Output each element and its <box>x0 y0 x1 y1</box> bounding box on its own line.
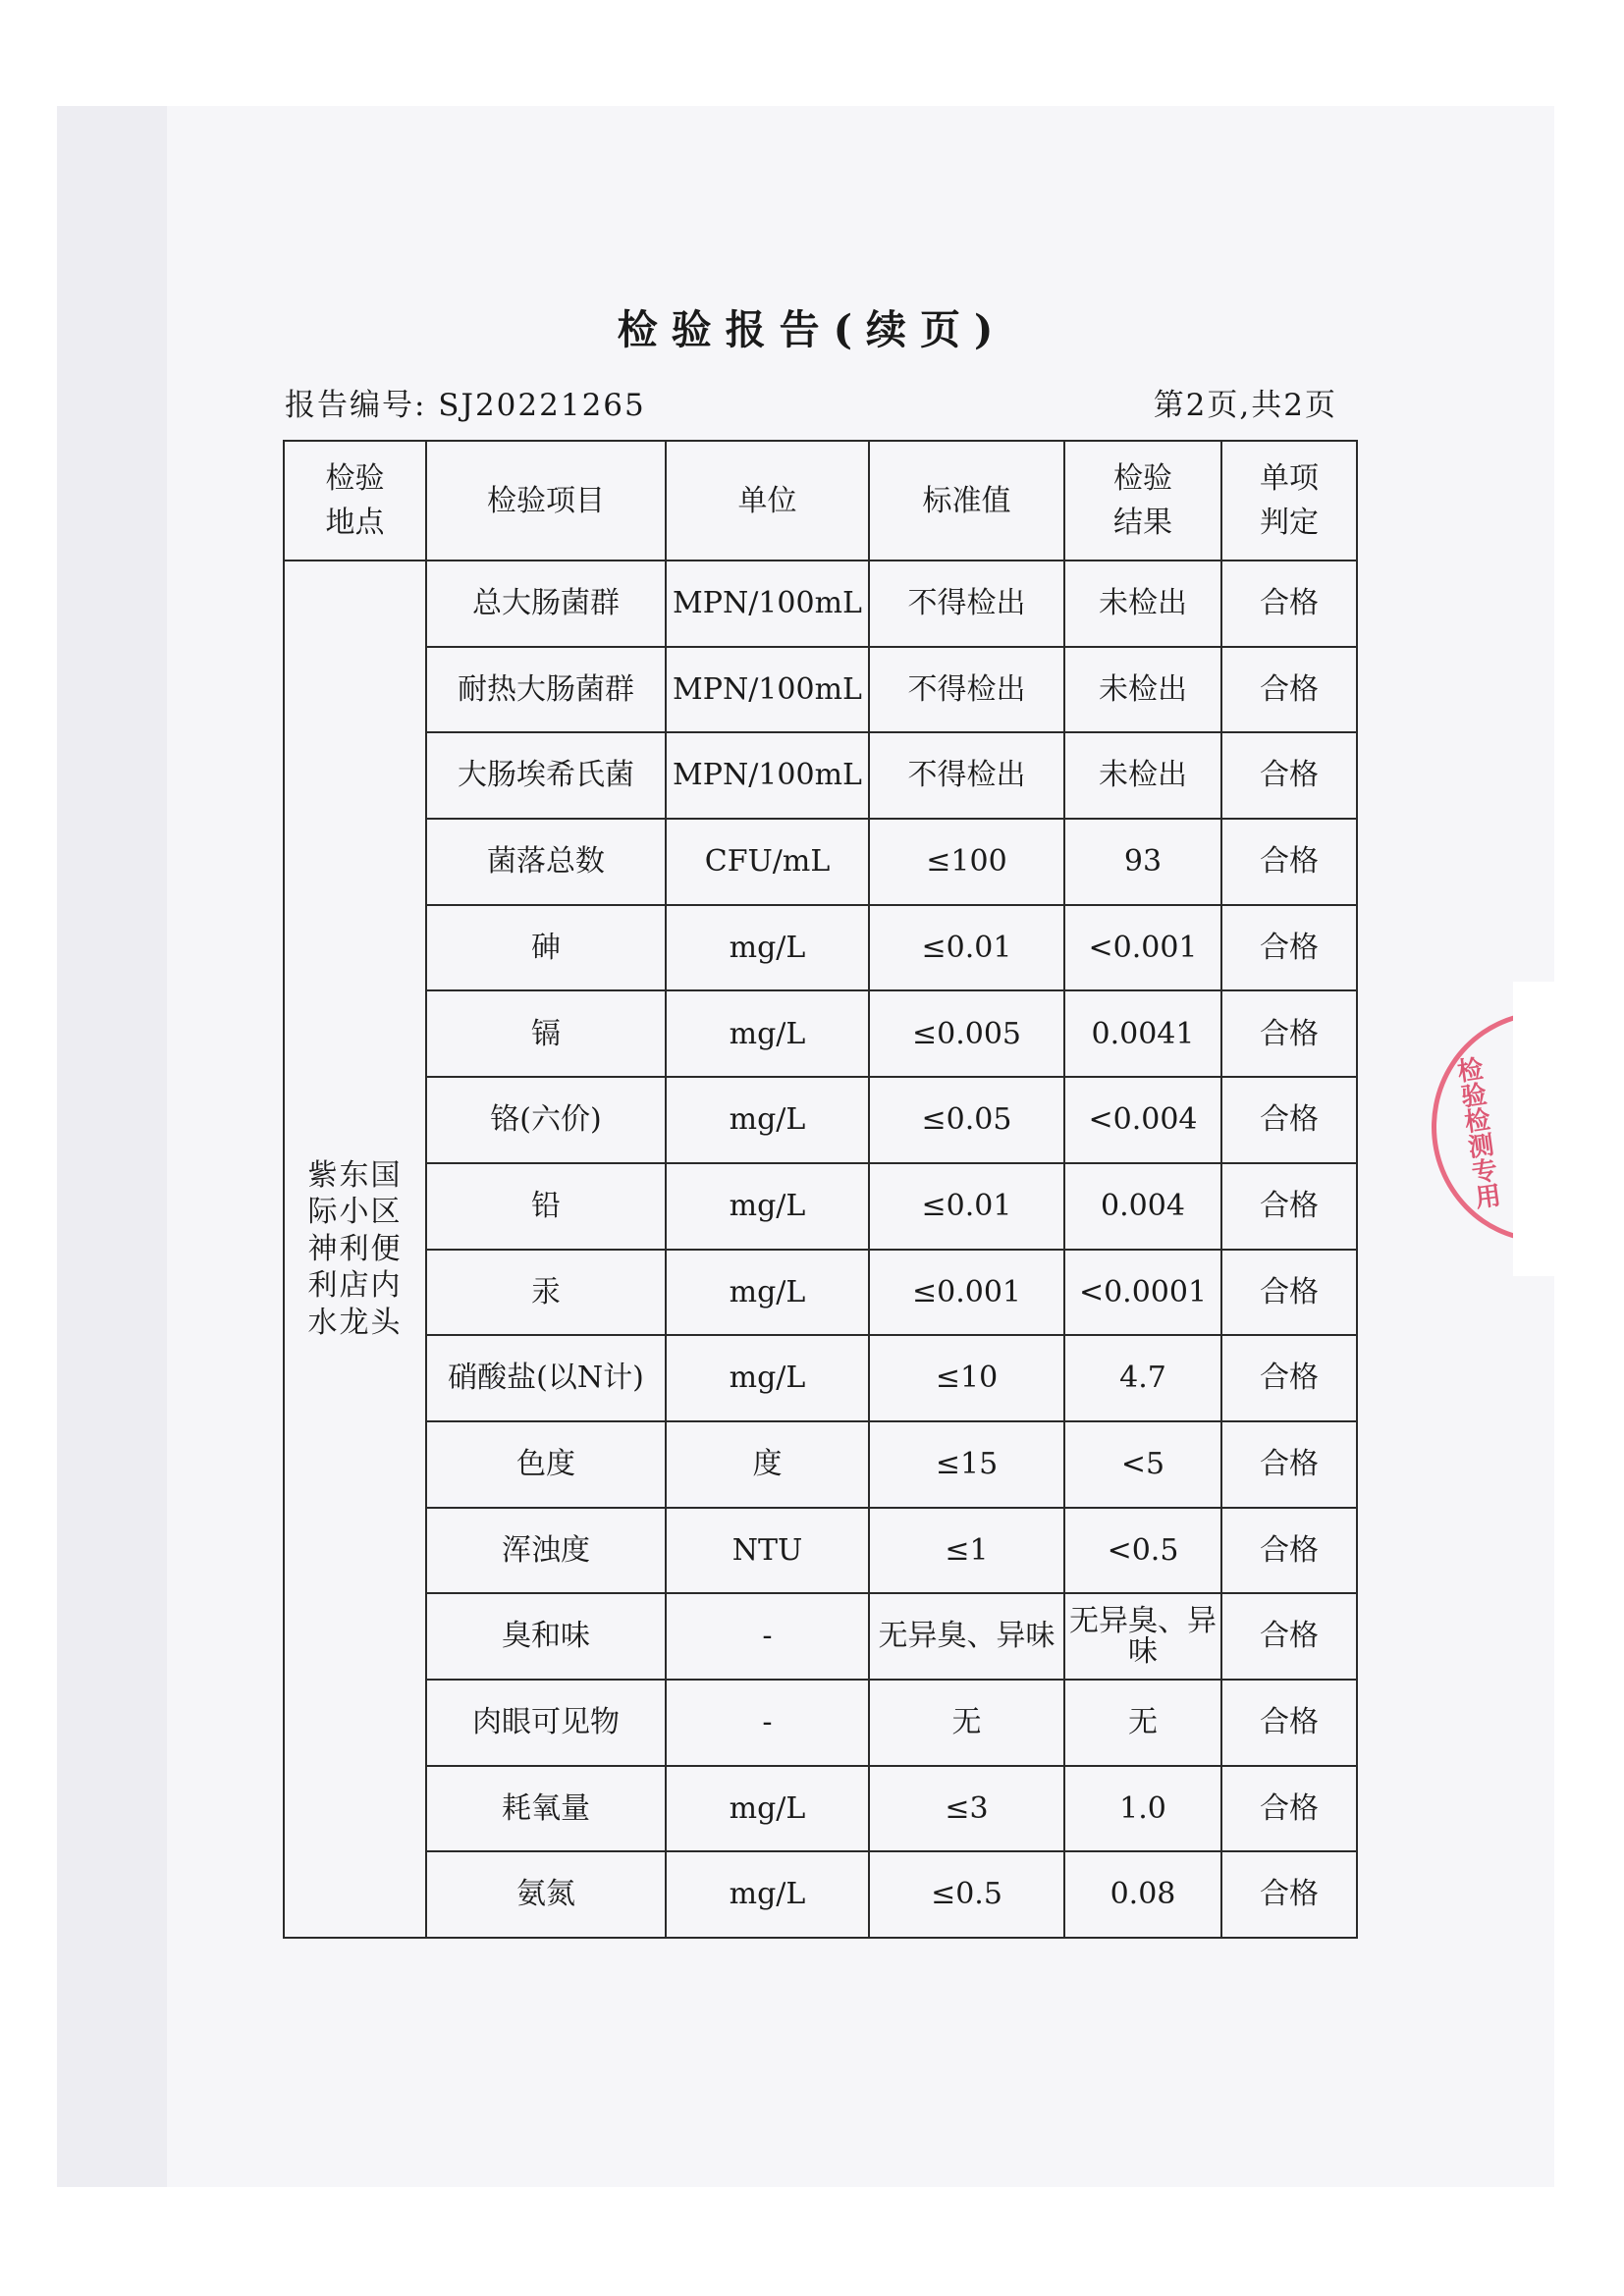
cell-unit: mg/L <box>666 990 869 1077</box>
cell-verdict: 合格 <box>1221 1163 1357 1250</box>
cell-item: 耗氧量 <box>426 1766 666 1852</box>
table-row <box>284 1766 1357 1852</box>
cell-standard: ≤0.01 <box>869 905 1064 991</box>
cell-verdict: 合格 <box>1221 561 1357 647</box>
header-item: 检验项目 <box>426 441 666 561</box>
cell-unit: MPN/100mL <box>666 647 869 733</box>
cell-verdict: 合格 <box>1221 1766 1357 1852</box>
cell-item: 耐热大肠菌群 <box>426 647 666 733</box>
location-cell: 紫东国际小区神利便利店内水龙头 <box>284 561 426 1938</box>
cell-unit: mg/L <box>666 1851 869 1938</box>
cell-item: 汞 <box>426 1250 666 1336</box>
cell-standard: ≤0.5 <box>869 1851 1064 1938</box>
table-header-row <box>284 441 1357 561</box>
cell-result: <5 <box>1064 1421 1221 1508</box>
table-row <box>284 561 1357 647</box>
cell-unit: mg/L <box>666 905 869 991</box>
cell-item: 镉 <box>426 990 666 1077</box>
table-row <box>284 647 1357 733</box>
cell-standard: ≤0.001 <box>869 1250 1064 1336</box>
cell-verdict: 合格 <box>1221 1077 1357 1163</box>
cell-verdict: 合格 <box>1221 1851 1357 1938</box>
page-indicator: 第2页,共2页 <box>1153 388 1337 423</box>
cell-standard: 不得检出 <box>869 732 1064 819</box>
table-row <box>284 819 1357 905</box>
cell-standard: ≤0.01 <box>869 1163 1064 1250</box>
cell-unit: mg/L <box>666 1766 869 1852</box>
cell-standard: 不得检出 <box>869 647 1064 733</box>
cell-item: 氨氮 <box>426 1851 666 1938</box>
table-row <box>284 1680 1357 1766</box>
cell-verdict: 合格 <box>1221 1593 1357 1680</box>
cell-standard: ≤0.005 <box>869 990 1064 1077</box>
cell-result: 0.08 <box>1064 1851 1221 1938</box>
header-standard: 标准值 <box>869 441 1064 561</box>
cell-result: <0.004 <box>1064 1077 1221 1163</box>
cell-verdict: 合格 <box>1221 732 1357 819</box>
cell-unit: MPN/100mL <box>666 732 869 819</box>
cell-standard: ≤1 <box>869 1508 1064 1594</box>
table-row <box>284 1250 1357 1336</box>
cell-standard: ≤3 <box>869 1766 1064 1852</box>
cell-standard: ≤15 <box>869 1421 1064 1508</box>
cell-result: <0.001 <box>1064 905 1221 991</box>
cell-verdict: 合格 <box>1221 905 1357 991</box>
cell-result: 未检出 <box>1064 732 1221 819</box>
cell-unit: mg/L <box>666 1077 869 1163</box>
cell-result: 未检出 <box>1064 647 1221 733</box>
cell-unit: MPN/100mL <box>666 561 869 647</box>
seal-text: 检验检测专用 <box>1451 1054 1502 1211</box>
cell-item: 臭和味 <box>426 1593 666 1680</box>
cell-unit: mg/L <box>666 1163 869 1250</box>
cell-standard: 不得检出 <box>869 561 1064 647</box>
cell-result: 4.7 <box>1064 1335 1221 1421</box>
cell-verdict: 合格 <box>1221 1680 1357 1766</box>
cell-result: <0.0001 <box>1064 1250 1221 1336</box>
cell-item: 硝酸盐(以N计) <box>426 1335 666 1421</box>
cell-verdict: 合格 <box>1221 990 1357 1077</box>
cell-verdict: 合格 <box>1221 1335 1357 1421</box>
cell-item: 总大肠菌群 <box>426 561 666 647</box>
cell-item: 铬(六价) <box>426 1077 666 1163</box>
table-row <box>284 732 1357 819</box>
inspection-table <box>283 440 1358 1939</box>
cell-unit: - <box>666 1593 869 1680</box>
table-row <box>284 1077 1357 1163</box>
table-row <box>284 1508 1357 1594</box>
table-row <box>284 1851 1357 1938</box>
header-verdict: 单项判定 <box>1221 441 1357 561</box>
cell-verdict: 合格 <box>1221 819 1357 905</box>
cell-item: 色度 <box>426 1421 666 1508</box>
cell-item: 铅 <box>426 1163 666 1250</box>
cell-result: 无 <box>1064 1680 1221 1766</box>
header-unit: 单位 <box>666 441 869 561</box>
cell-item: 浑浊度 <box>426 1508 666 1594</box>
cell-result: 0.004 <box>1064 1163 1221 1250</box>
cell-item: 菌落总数 <box>426 819 666 905</box>
cell-unit: - <box>666 1680 869 1766</box>
cell-item: 大肠埃希氏菌 <box>426 732 666 819</box>
table-row <box>284 990 1357 1077</box>
cell-standard: ≤100 <box>869 819 1064 905</box>
cell-item: 砷 <box>426 905 666 991</box>
cell-standard: 无 <box>869 1680 1064 1766</box>
cell-standard: ≤10 <box>869 1335 1064 1421</box>
table-row <box>284 1421 1357 1508</box>
header-result: 检验结果 <box>1064 441 1221 561</box>
cell-verdict: 合格 <box>1221 1421 1357 1508</box>
cell-item: 肉眼可见物 <box>426 1680 666 1766</box>
cell-result: 0.0041 <box>1064 990 1221 1077</box>
cell-result: 93 <box>1064 819 1221 905</box>
cell-result: <0.5 <box>1064 1508 1221 1594</box>
cell-verdict: 合格 <box>1221 1508 1357 1594</box>
report-title: 检验报告(续页) <box>617 306 1007 353</box>
cell-result: 无异臭、异味 <box>1064 1593 1221 1680</box>
table-row <box>284 1163 1357 1250</box>
cell-unit: 度 <box>666 1421 869 1508</box>
table-row <box>284 905 1357 991</box>
cell-unit: mg/L <box>666 1335 869 1421</box>
cell-unit: NTU <box>666 1508 869 1594</box>
cell-verdict: 合格 <box>1221 1250 1357 1336</box>
cell-standard: ≤0.05 <box>869 1077 1064 1163</box>
cell-result: 1.0 <box>1064 1766 1221 1852</box>
cell-result: 未检出 <box>1064 561 1221 647</box>
cell-unit: mg/L <box>666 1250 869 1336</box>
cell-unit: CFU/mL <box>666 819 869 905</box>
page-margin <box>1513 982 1624 1276</box>
table-body <box>284 561 1357 1938</box>
scan-edge-shadow <box>57 106 167 2187</box>
header-location: 检验地点 <box>284 441 426 561</box>
cell-standard: 无异臭、异味 <box>869 1593 1064 1680</box>
report-number: 报告编号: SJ20221265 <box>285 388 646 423</box>
cell-verdict: 合格 <box>1221 647 1357 733</box>
table-row <box>284 1335 1357 1421</box>
table-row <box>284 1593 1357 1680</box>
